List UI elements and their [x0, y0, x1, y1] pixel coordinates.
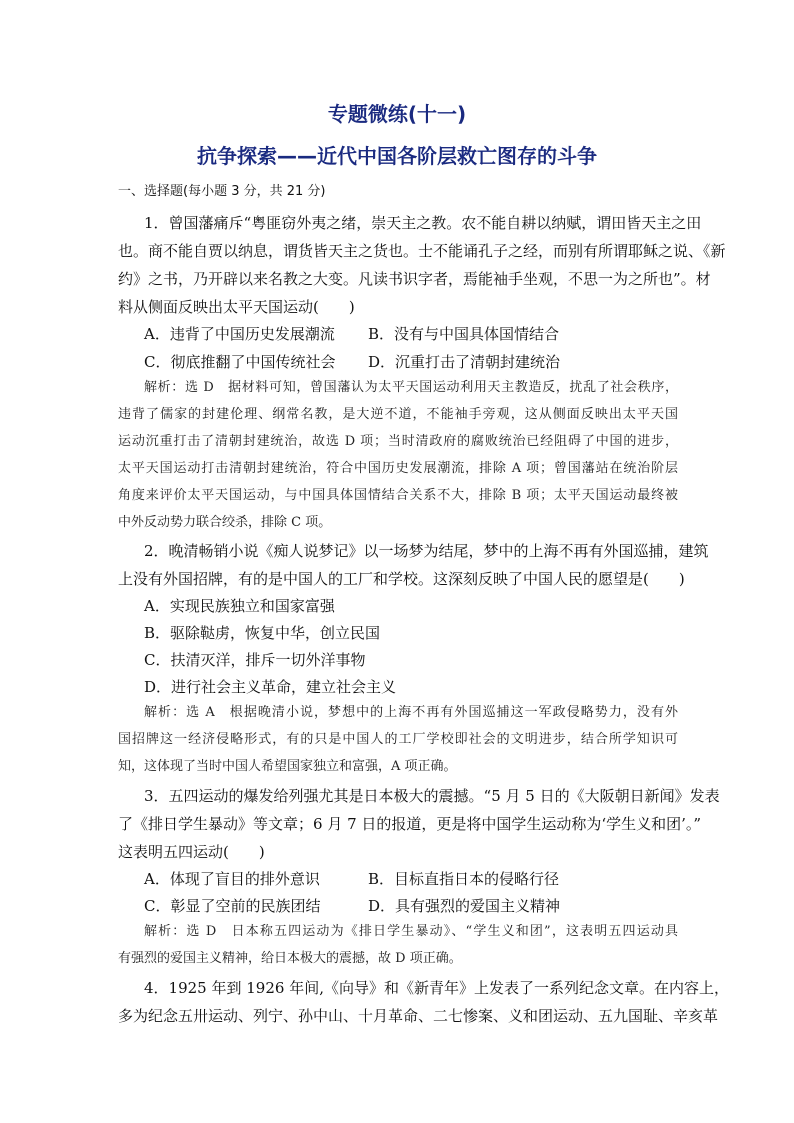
q1-analysis-line: 解析：选 D 据材料可知，曾国藩认为太平天国运动利用天主教造反，扰乱了社会秩序，	[144, 380, 678, 395]
q3-analysis-line: 解析：选 D 日本称五四运动为《排日学生暴动》、“学生义和团”，这表明五四运动具	[144, 924, 678, 939]
q1-option-b: B．没有与中国具体国情结合	[368, 325, 560, 343]
document-subtitle: 抗争探索——近代中国各阶层救亡图存的斗争	[197, 144, 597, 168]
document-title: 专题微练(十一)	[327, 102, 467, 126]
q1-option-c: C．彻底推翻了中国传统社会	[144, 353, 336, 371]
q1-analysis-line: 违背了儒家的封建伦理、纲常名教，是大逆不道，不能袖手旁观，这从侧面反映出太平天国	[118, 407, 678, 422]
q1-stem-line: 料从侧面反映出太平天国运动( )	[118, 298, 355, 316]
q2-stem-line: 上没有外国招牌，有的是中国人的工厂和学校。这深刻反映了中国人民的愿望是( )	[118, 570, 685, 588]
q3-option-a: A．体现了盲目的排外意识	[144, 870, 320, 888]
q3-analysis-line: 有强烈的爱国主义精神，给日本极大的震撼，故 D 项正确。	[118, 951, 462, 966]
section-heading: 一、选择题(每小题 3 分，共 21 分)	[118, 184, 326, 199]
q2-analysis-line: 国招牌这一经济侵略形式，有的只是中国人的工厂学校即社会的文明进步，结合所学知识可	[118, 732, 678, 747]
q1-stem-line: 1．曾国藩痛斥“粤匪窃外夷之绪，崇天主之教。农不能自耕以纳赋，谓田皆天主之田	[144, 214, 702, 232]
q2-option-a: A．实现民族独立和国家富强	[144, 597, 335, 615]
q2-option-d: D．进行社会主义革命，建立社会主义	[144, 678, 397, 696]
q3-stem-line: 3．五四运动的爆发给列强尤其是日本极大的震撼。“5 月 5 日的《大阪朝日新闻》发表	[144, 787, 720, 805]
q3-stem-line: 这表明五四运动( )	[118, 843, 265, 861]
q4-stem-line: 多为纪念五卅运动、列宁、孙中山、十月革命、二七惨案、义和团运动、五九国耻、辛亥革	[118, 1007, 719, 1025]
q4-stem-line: 4．1925 年到 1926 年间,《向导》和《新青年》上发表了一系列纪念文章。在内容上，	[144, 979, 729, 997]
q2-analysis-line: 知，这体现了当时中国人希望国家独立和富强，A 项正确。	[118, 759, 457, 774]
q3-option-d: D．具有强烈的爱国主义精神	[368, 897, 561, 915]
q3-option-b: B．目标直指日本的侵略行径	[368, 870, 560, 888]
q2-analysis-line: 解析：选 A 根据晚清小说，梦想中的上海不再有外国巡捕这一军政侵略势力，没有外	[144, 705, 678, 720]
q3-option-c: C．彰显了空前的民族团结	[144, 897, 321, 915]
q3-stem-line: 了《排日学生暴动》等文章；6 月 7 日的报道，更是将中国学生运动称为‘学生义和团’。”	[118, 815, 702, 833]
q1-analysis-line: 中外反动势力联合绞杀，排除 C 项。	[118, 515, 332, 530]
q1-option-a: A．违背了中国历史发展潮流	[144, 325, 335, 343]
q1-stem-line: 约》之书，乃开辟以来名教之大变。凡读书识字者，焉能袖手坐观，不思一为之所也”。材	[118, 270, 711, 288]
q2-stem-line: 2．晚清畅销小说《痴人说梦记》以一场梦为结尾，梦中的上海不再有外国巡捕，建筑	[144, 542, 709, 560]
q1-analysis-line: 运动沉重打击了清朝封建统治，故选 D 项；当时清政府的腐败统治已经阻碍了中国的进步，	[118, 434, 678, 449]
q1-analysis-line: 太平天国运动打击清朝封建统治，符合中国历史发展潮流，排除 A 项；曾国藩站在统治阶层	[118, 461, 678, 476]
q1-stem-line: 也。商不能自贾以纳息，谓货皆天主之货也。士不能诵孔子之经，而别有所谓耶稣之说、《新	[118, 242, 726, 260]
q2-option-c: C．扶清灭洋，排斥一切外洋事物	[144, 651, 366, 669]
q1-option-d: D．沉重打击了清朝封建统治	[368, 353, 561, 371]
q1-analysis-line: 角度来评价太平天国运动，与中国具体国情结合关系不大，排除 B 项；太平天国运动最终被	[118, 488, 678, 503]
q2-option-b: B．驱除鞑虏，恢复中华，创立民国	[144, 624, 381, 642]
